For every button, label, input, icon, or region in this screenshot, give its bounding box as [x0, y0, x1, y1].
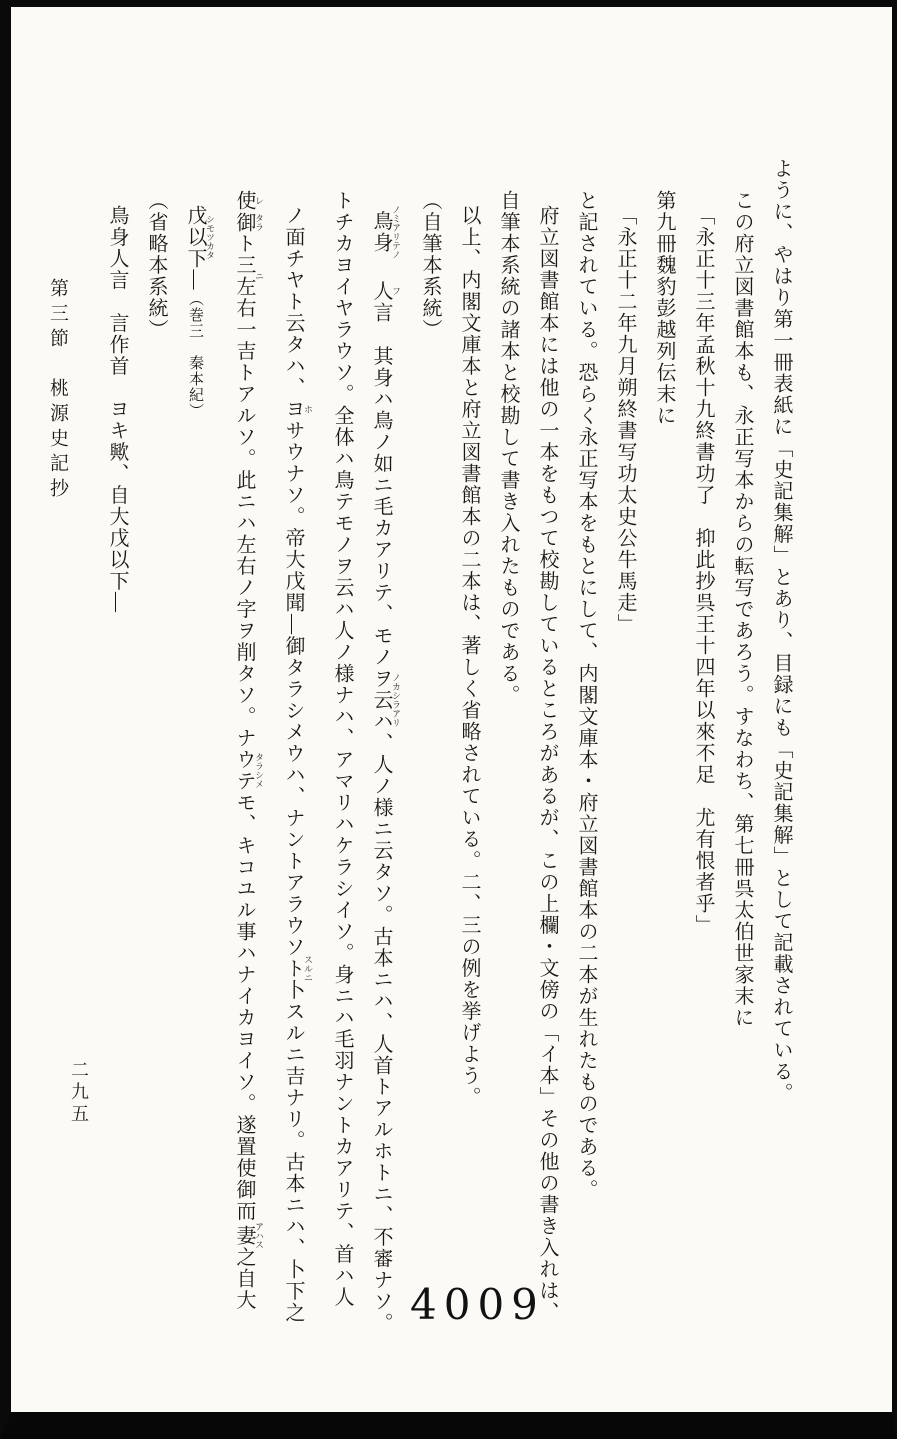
text-column-2 — [732, 190, 752, 1338]
text-segment: と記されている。恐らく永正写本をもとにして、内閣文庫本・府立図書館本の二本が生れたものである。 — [575, 190, 597, 1201]
kunten-annotation: ホ — [303, 205, 313, 614]
kunten-annotation: アハス — [254, 1222, 264, 1249]
text-segment: 自筆本系統の諸本と校勘して書き入れたものである。 — [497, 190, 519, 706]
text-segment: トチカヨイヤラウソ。全体ハ鳥テモノヲ云ハ人ノ様ナハ、アマリハケラシイソ。身ニハ毛羽ナントカアリテ、首ハ人 — [331, 190, 353, 1308]
text-segment: 「永正十三年孟秋十九終書功了 抑此抄呉王十四年以來不足 尤有恨者乎」 — [692, 205, 714, 936]
annotated-text: ト三左右 ニ — [233, 233, 264, 319]
text-column-11 — [371, 205, 401, 1338]
text-segment: 第九冊魏豹彭越列伝末に — [653, 190, 675, 427]
text-segment: （自筆本系統） — [419, 190, 441, 341]
text-column-6 — [576, 190, 596, 1338]
text-segment: 之自大 — [233, 1246, 255, 1311]
annotated-text: 使 レ — [233, 190, 264, 212]
text-column-12 — [332, 190, 352, 1338]
annotated-text: ―御タラシメウハ、ナントアラウソト卜スルニ吉ナリ。古本ニハ、卜下之 スルニ — [282, 613, 313, 1323]
text-column-10 — [420, 190, 440, 1338]
text-column-7 — [537, 205, 557, 1338]
text-segment: 「永正十二年九月朔終書写功太史公牛馬走」 — [614, 205, 636, 635]
kunten-annotation: ニ — [254, 233, 264, 319]
kunten-annotation: タラ — [254, 211, 264, 233]
text-segment: （省略本系統） — [145, 190, 167, 341]
annotated-text: 人言 フ — [370, 259, 401, 324]
text-column-1 — [771, 158, 791, 1338]
text-column-17 — [107, 205, 127, 1338]
stamp-number: 4009 — [410, 1280, 545, 1329]
annotated-text: 其身ハ鳥ノ如ニ毛カアリテ、モノヲ云ハ、人ノ様ニ云タソ。古本ニハ、人首 ノカシラアリ — [370, 323, 401, 1076]
text-segment: 府立図書館本には他の一本をもつて校勘しているところがあるが、この上欄・文傍の「イ本」その他の書き入れは、 — [536, 205, 558, 1323]
kunten-annotation: スルニ — [303, 613, 313, 1323]
page-number-kanji: 二九五 — [69, 1060, 89, 1126]
text-segment: トアルホトニ、不審ナソ。 — [370, 1076, 392, 1334]
text-segment: 以上、内閣文庫本と府立図書館本の二本は、著しく省略されている。二、三の例を挙げよう。 — [458, 205, 480, 1108]
kunten-annotation: レ — [254, 190, 264, 212]
kunten-annotation: シモツカタ — [205, 205, 215, 270]
annotated-text: ノ面チヤト云タハ、ヨサウナソ。帝大戊聞 ホ — [282, 205, 313, 614]
kunten-annotation: ノミアリテノ — [391, 205, 401, 259]
annotated-text: 一吉トアルソ。此ニハ左右ノ字ヲ削タソ。ナウテモ、キコユル事ハナイカヨイソ。遂置使御而 タラシメ — [233, 319, 264, 1222]
annotated-text: 鳥身 ノミアリテノ — [370, 205, 401, 259]
text-columns — [88, 158, 791, 1338]
kunten-annotation: タラシメ — [254, 319, 264, 1222]
volume-reference: （巻三 秦本紀） — [187, 291, 203, 419]
text-column-4 — [654, 190, 674, 1338]
text-segment: この府立図書館本も、永正写本からの転写であろう。すなわち、第七冊呉太伯世家末に — [731, 190, 753, 1029]
text-column-9 — [459, 205, 479, 1338]
text-column-5 — [615, 205, 635, 1338]
running-section-title: 第三節 桃源史記抄 — [47, 278, 68, 503]
kunten-annotation: フ — [391, 259, 401, 324]
annotated-text: 妻 アハス — [233, 1222, 264, 1249]
text-segment: ように、やはり第一冊表紙に「史記集解」とあり、目録にも「史記集解」として記載されている。 — [770, 158, 792, 1104]
annotated-text: 御 タラ — [233, 211, 264, 233]
text-column-3 — [693, 205, 713, 1338]
text-column-14 — [234, 190, 264, 1338]
text-segment: ― — [184, 269, 206, 291]
text-column-13 — [283, 205, 313, 1338]
kunten-annotation: ノカシラアリ — [391, 323, 401, 1076]
annotated-text: 戊以下 シモツカタ — [184, 205, 215, 270]
text-column-15 — [185, 205, 215, 1338]
text-column-8 — [498, 190, 518, 1338]
text-segment: 鳥身人言 言作首 ヨキ歟、自大戊以下― — [106, 205, 128, 614]
text-column-16 — [146, 190, 166, 1338]
